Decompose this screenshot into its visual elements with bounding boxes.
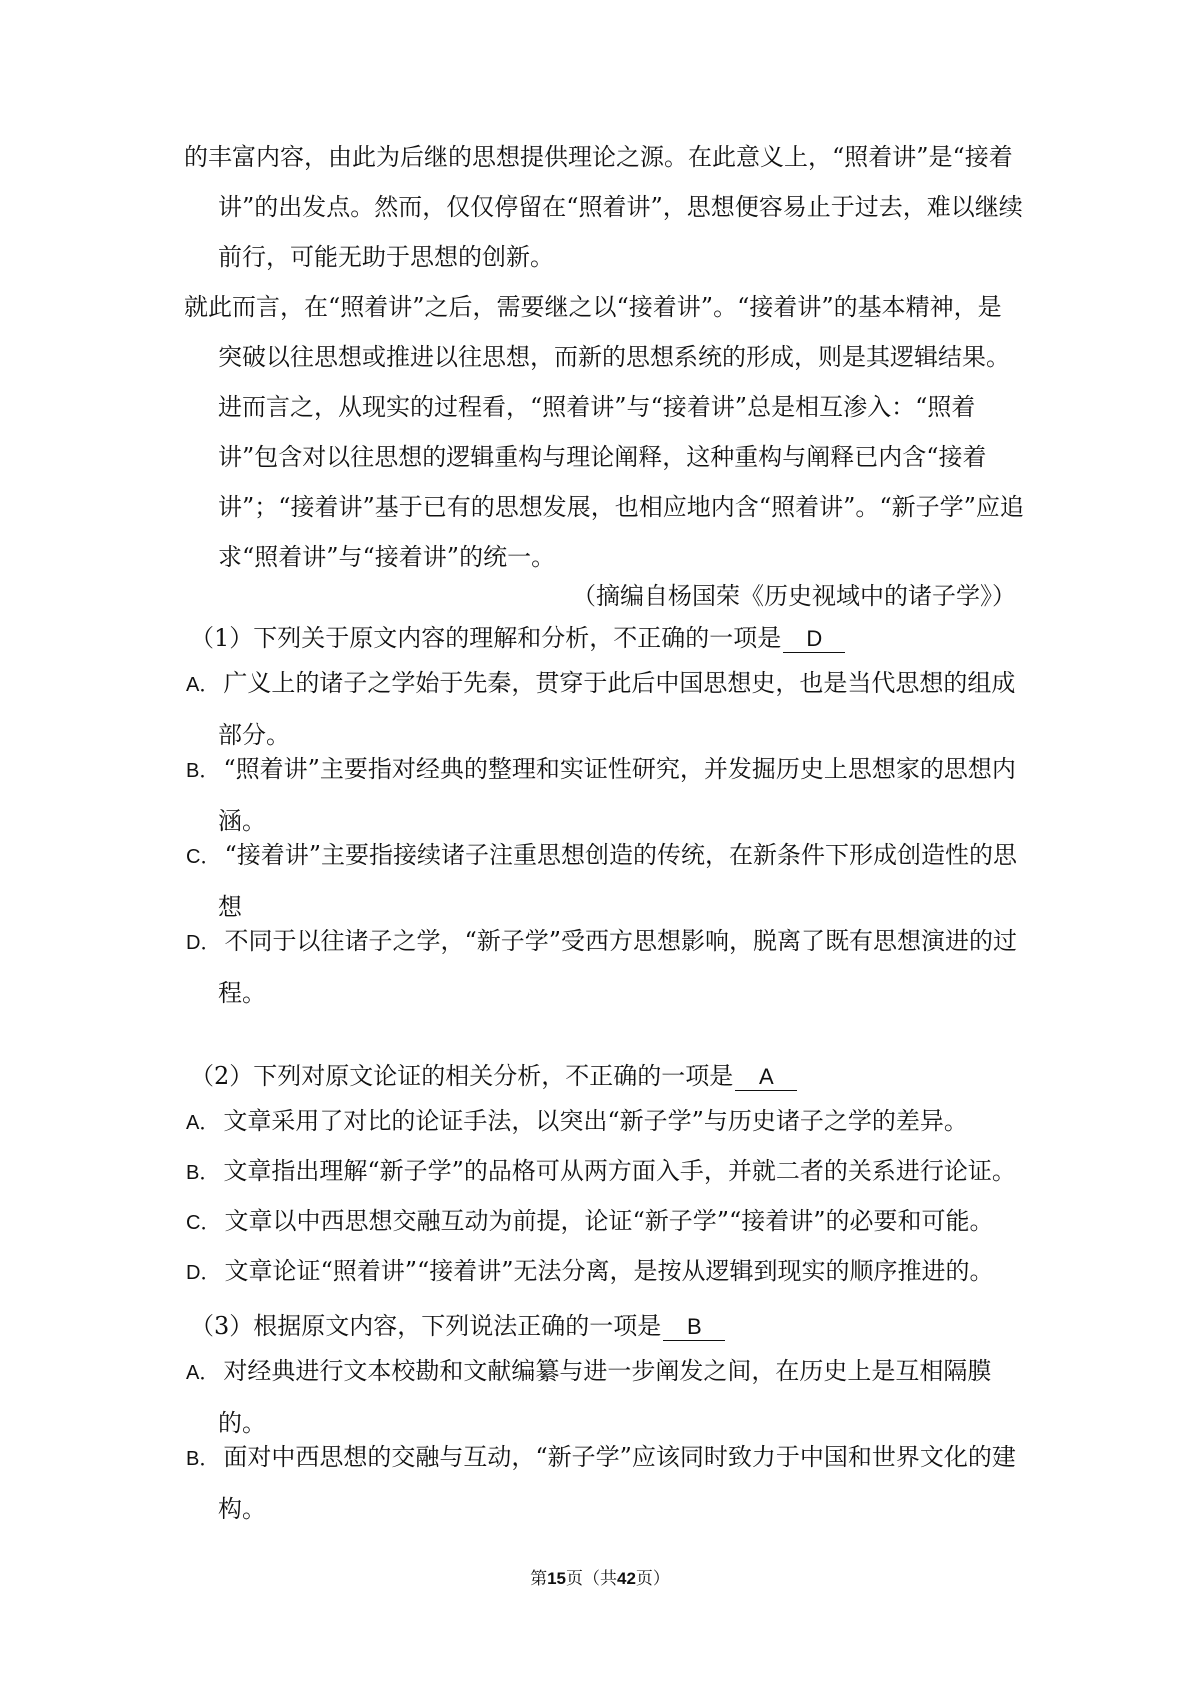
option-letter: C．: [186, 846, 221, 868]
footer-middle: 页（共: [566, 1569, 617, 1589]
option-text: 文章指出理解“新子学”的品格可从两方面入手，并就二者的关系进行论证。: [223, 1157, 1016, 1185]
page-footer: [0, 1564, 1200, 1589]
passage-text: 的丰富内容，由此为后继的思想提供理论之源。在此意义上，“照着讲”是“接着讲”的出发点。然而，仅仅停留在“照着讲”，思想便容易止于过去，难以继续前行，可能无助于思想的创新。: [184, 143, 1023, 271]
question-1-stem: [190, 620, 1030, 656]
question-2-option-b: [186, 1146, 1032, 1198]
question-2-stem: [190, 1058, 1030, 1094]
question-3-option-b: [186, 1432, 1032, 1534]
option-text: 对经典进行文本校勘和文献编纂与进一步阐发之间，在历史上是互相隔膜的。: [218, 1357, 992, 1437]
option-text: 不同于以往诸子之学，“新子学”受西方思想影响，脱离了既有思想演进的过程。: [218, 927, 1017, 1007]
option-letter: A．: [186, 1362, 220, 1384]
answer-blank: D: [783, 626, 845, 653]
option-text: 面对中西思想的交融与互动，“新子学”应该同时致力于中国和世界文化的建构。: [218, 1443, 1016, 1523]
option-text: “接着讲”主要指接续诸子注重思想创造的传统，在新条件下形成创造性的思想: [218, 841, 1017, 921]
question-2-option-d: [186, 1246, 1032, 1298]
option-letter: C．: [186, 1212, 221, 1234]
question-stem-text: （2）下列对原文论证的相关分析，不正确的一项是: [190, 1062, 734, 1090]
passage-source: （摘编自杨国荣《历史视域中的诸子学》）: [572, 582, 1016, 610]
page-number: 15: [547, 1569, 566, 1588]
passage-paragraph-1: [184, 132, 1024, 282]
answer-blank: A: [735, 1064, 797, 1091]
option-text: 文章论证“照着讲”“接着讲”无法分离，是按从逻辑到现实的顺序推进的。: [224, 1257, 994, 1285]
footer-suffix: 页）: [635, 1569, 670, 1589]
question-1-option-d: [186, 916, 1032, 1018]
option-letter: A．: [186, 674, 220, 696]
footer-prefix: 第: [530, 1569, 548, 1589]
question-3-stem: [190, 1308, 1030, 1344]
option-letter: A．: [186, 1112, 220, 1134]
option-text: 文章采用了对比的论证手法，以突出“新子学”与历史诸子之学的差异。: [223, 1107, 968, 1135]
option-letter: D．: [186, 932, 221, 954]
option-text: 广义上的诸子之学始于先秦，贯穿于此后中国思想史，也是当代思想的组成部分。: [218, 669, 1016, 749]
option-letter: B．: [186, 1448, 220, 1470]
option-letter: B．: [186, 1162, 220, 1184]
option-letter: B．: [186, 760, 220, 782]
passage-text: 就此而言，在“照着讲”之后，需要继之以“接着讲”。“接着讲”的基本精神，是突破以往思想或推进以往思想，而新的思想系统的形成，则是其逻辑结果。进而言之，从现实的过程看，“照着讲”与“接着讲”总是相互渗入：“照着讲”包含对以往思想的逻辑重构与理论阐释，这种重构与阐释已内含“接着讲”；“接着讲”基于已有的思想发展，也相应地内含“照着讲”。“新子学”应追求“照着讲”与“接着讲”的统一。: [184, 293, 1024, 571]
question-2-option-c: [186, 1196, 1032, 1248]
answer-blank: B: [663, 1314, 725, 1341]
passage-paragraph-2: [184, 282, 1024, 582]
question-stem-text: （3）根据原文内容，下列说法正确的一项是: [190, 1312, 662, 1340]
option-letter: D．: [186, 1262, 221, 1284]
option-text: 文章以中西思想交融互动为前提，论证“新子学”“接着讲”的必要和可能。: [224, 1207, 994, 1235]
option-text: “照着讲”主要指对经典的整理和实证性研究，并发掘历史上思想家的思想内涵。: [218, 755, 1016, 835]
question-stem-text: （1）下列关于原文内容的理解和分析，不正确的一项是: [190, 624, 782, 652]
page-total: 42: [617, 1569, 636, 1588]
question-2-option-a: [186, 1096, 1032, 1148]
